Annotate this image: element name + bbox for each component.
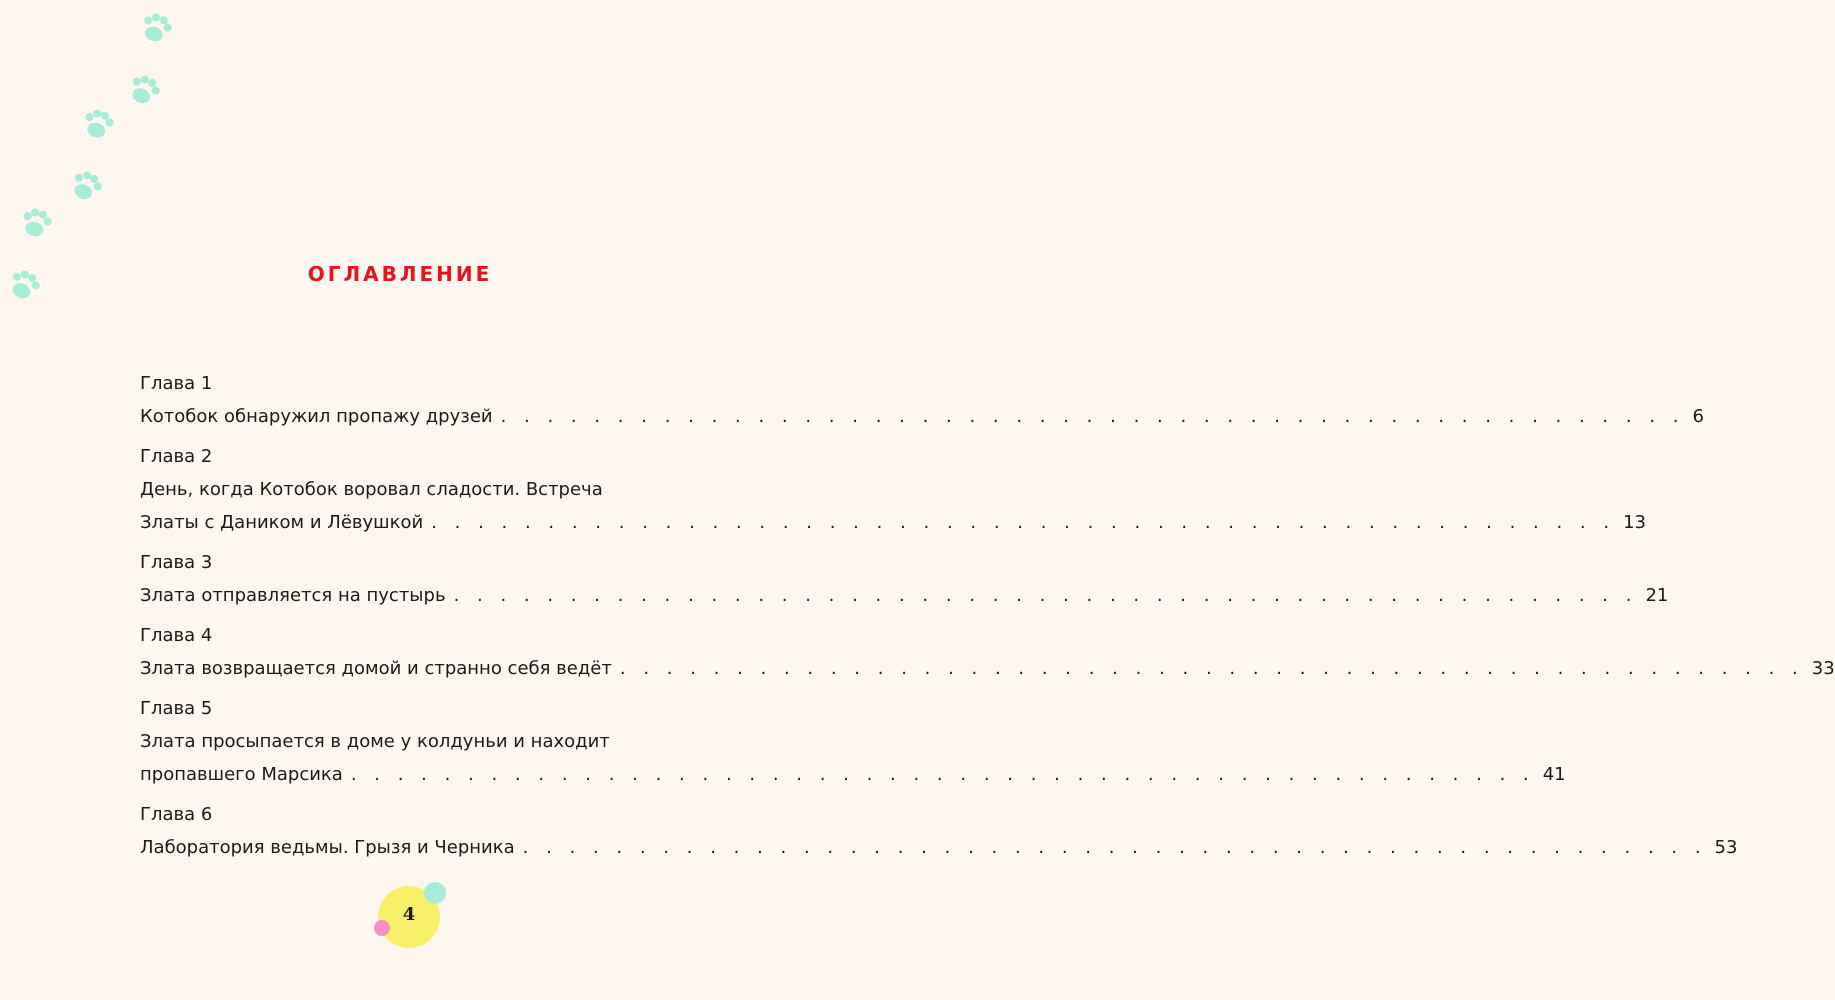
- paw-print-icon: [76, 102, 120, 146]
- page-number: 53: [1714, 837, 1738, 858]
- toc-entry-6[interactable]: [140, 799, 1738, 864]
- page-number: 21: [1645, 585, 1669, 606]
- chapter-title-line: [140, 506, 1646, 539]
- page-number: 41: [1542, 764, 1566, 785]
- paw-print-icon: [120, 66, 168, 114]
- table-of-contents: [140, 368, 1835, 872]
- page-number-badge: [370, 878, 450, 958]
- chapter-title-line: [140, 400, 1704, 433]
- chapter-title-line: [140, 652, 1835, 685]
- chapter-title: Злата возвращается домой и странно себя ведёт: [140, 658, 612, 679]
- chapter-label: Глава 1: [140, 373, 213, 394]
- chapter-title: Котобок обнаружил пропажу друзей: [140, 406, 493, 427]
- chapter-title-line: [140, 758, 1566, 791]
- chapter-label: Глава 3: [140, 552, 213, 573]
- dot-leader: . . . . . . . . . . . . . . . . . . . . . . . . . . . . . . . . . . . . . . . . . . . . . . . . . . .: [453, 585, 1638, 606]
- chapter-label: Глава 2: [140, 446, 213, 467]
- chapter-label: Глава 5: [140, 698, 213, 719]
- paw-print-icon: [62, 162, 110, 210]
- toc-title: ОГЛАВЛЕНИЕ: [307, 262, 493, 286]
- dot-leader: . . . . . . . . . . . . . . . . . . . . . . . . . . . . . . . . . . . . . . . . . . . . . . . . . . .: [522, 837, 1707, 858]
- toc-entry-2[interactable]: [140, 441, 1646, 539]
- chapter-title-line: [140, 579, 1669, 612]
- chapter-title-line: [140, 725, 682, 758]
- page-number: 13: [1623, 512, 1646, 533]
- chapter-label: Глава 4: [140, 625, 213, 646]
- chapter-title-line: [140, 473, 682, 506]
- dot-leader: . . . . . . . . . . . . . . . . . . . . . . . . . . . . . . . . . . . . . . . . . . . . . . . . . . .: [431, 512, 1616, 533]
- chapter-title: День, когда Котобок воровал сладости. Встреча: [140, 479, 603, 500]
- dot-leader: . . . . . . . . . . . . . . . . . . . . . . . . . . . . . . . . . . . . . . . . . . . . . . . . . . .: [350, 764, 1535, 785]
- page-number: 6: [1692, 406, 1704, 427]
- chapter-title: Злата отправляется на пустырь: [140, 585, 446, 606]
- toc-entry-1[interactable]: [140, 368, 1704, 433]
- toc-entry-5[interactable]: [140, 693, 1566, 791]
- paw-print-icon: [133, 5, 179, 51]
- chapter-title: Златы с Даником и Лёвушкой: [140, 512, 424, 533]
- chapter-title: пропавшего Марсика: [140, 764, 343, 785]
- chapter-label: Глава 6: [140, 804, 213, 825]
- toc-entry-4[interactable]: [140, 620, 1835, 685]
- dot-leader: . . . . . . . . . . . . . . . . . . . . . . . . . . . . . . . . . . . . . . . . . . . . . . . . . . .: [500, 406, 1685, 427]
- toc-entry-3[interactable]: [140, 547, 1669, 612]
- chapter-title-line: [140, 831, 1738, 864]
- dot-leader: . . . . . . . . . . . . . . . . . . . . . . . . . . . . . . . . . . . . . . . . . . . . . . . . . . .: [619, 658, 1804, 679]
- page-number: 33: [1811, 658, 1835, 679]
- paw-print-icon: [14, 201, 58, 245]
- current-page-number: 4: [402, 904, 416, 925]
- chapter-title: Злата просыпается в доме у колдуньи и находит: [140, 731, 610, 752]
- blue-circle-decoration: [424, 882, 446, 904]
- chapter-title: Лаборатория ведьмы. Грызя и Черника: [140, 837, 515, 858]
